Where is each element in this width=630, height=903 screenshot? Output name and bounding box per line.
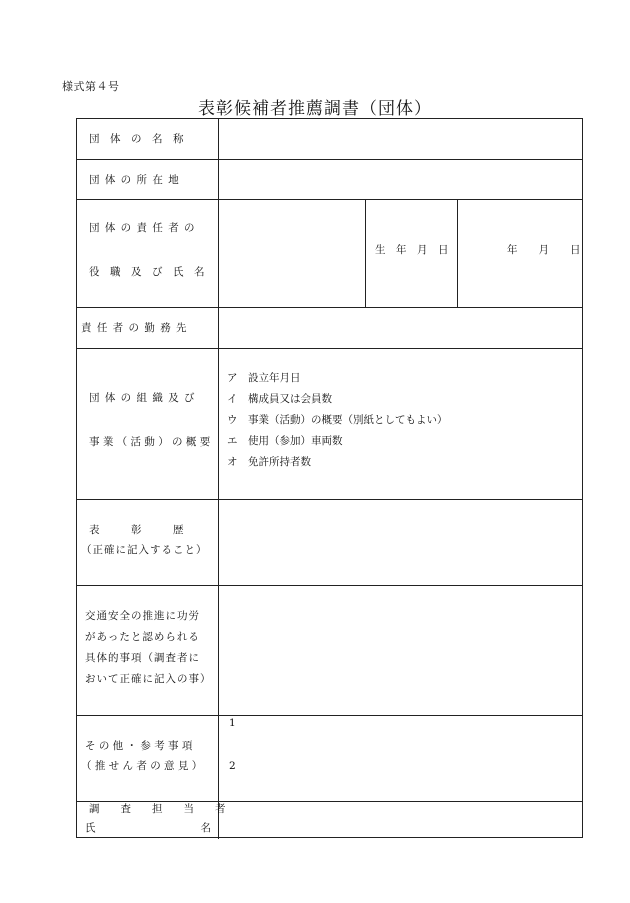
group-name-field[interactable] [219,120,583,159]
birth-date-value[interactable]: 年 月 日 [507,244,581,256]
achievements-label-line: があったと認められる [85,631,200,643]
awards-label-line1: 表 彰 歴 [89,524,184,536]
investigator-label-line1: 調 査 担 当 者 [89,803,226,815]
awards-field[interactable] [219,500,583,585]
organization-label-line2: 事 業 （ 活 動 ） の 概 要 [89,436,211,448]
organization-item: ア 設立年月日 [227,372,301,384]
organization-item: エ 使用（参加）車両数 [227,435,343,447]
other-field[interactable] [219,716,583,801]
other-item-number: 1 [229,717,236,729]
awards-label-line2: （正確に記入すること） [81,544,208,556]
representative-label-line1: 団 体 の 責 任 者 の [89,222,196,234]
representative-name-field[interactable] [219,200,365,307]
organization-item: ウ 事業（活動）の概要（別紙としてもよい） [227,414,448,426]
representative-label-line2: 役 職 及 び 氏 名 [89,266,205,278]
organization-item: オ 免許所持者数 [227,456,311,468]
group-name-label: 団 体 の 名 称 [89,133,184,145]
row-divider [77,348,582,349]
form-number: 様式第４号 [62,80,120,93]
other-label-line2: （ 推 せ ん 者 の 意 見 ） [81,760,203,772]
birth-value-divider [457,199,458,307]
workplace-label: 責 任 者 の 勤 務 先 [81,322,188,334]
group-address-label: 団 体 の 所 在 地 [89,174,180,186]
page-title: 表彰候補者推薦調書（団体） [198,99,432,119]
recommendation-form-table [76,118,583,838]
birth-label-divider [365,199,366,307]
other-item-number: 2 [229,760,236,772]
workplace-field[interactable] [219,308,583,348]
other-label-line1: そ の 他 ・ 参 考 事 項 [85,740,193,752]
organization-item: イ 構成員又は会員数 [227,393,332,405]
group-address-field[interactable] [219,160,583,199]
achievements-label-line: 交通安全の推進に功労 [85,610,200,622]
birth-date-label: 生 年 月 日 [375,244,449,256]
achievements-field[interactable] [219,586,583,715]
organization-label-line1: 団 体 の 組 織 及 び [89,392,196,404]
investigator-field[interactable] [219,802,583,838]
achievements-label-line: 具体的事項（調査者に [85,652,200,664]
achievements-label-line: おいて正確に記入の事） [85,673,212,685]
investigator-label-line2: 氏 名 [85,822,211,834]
